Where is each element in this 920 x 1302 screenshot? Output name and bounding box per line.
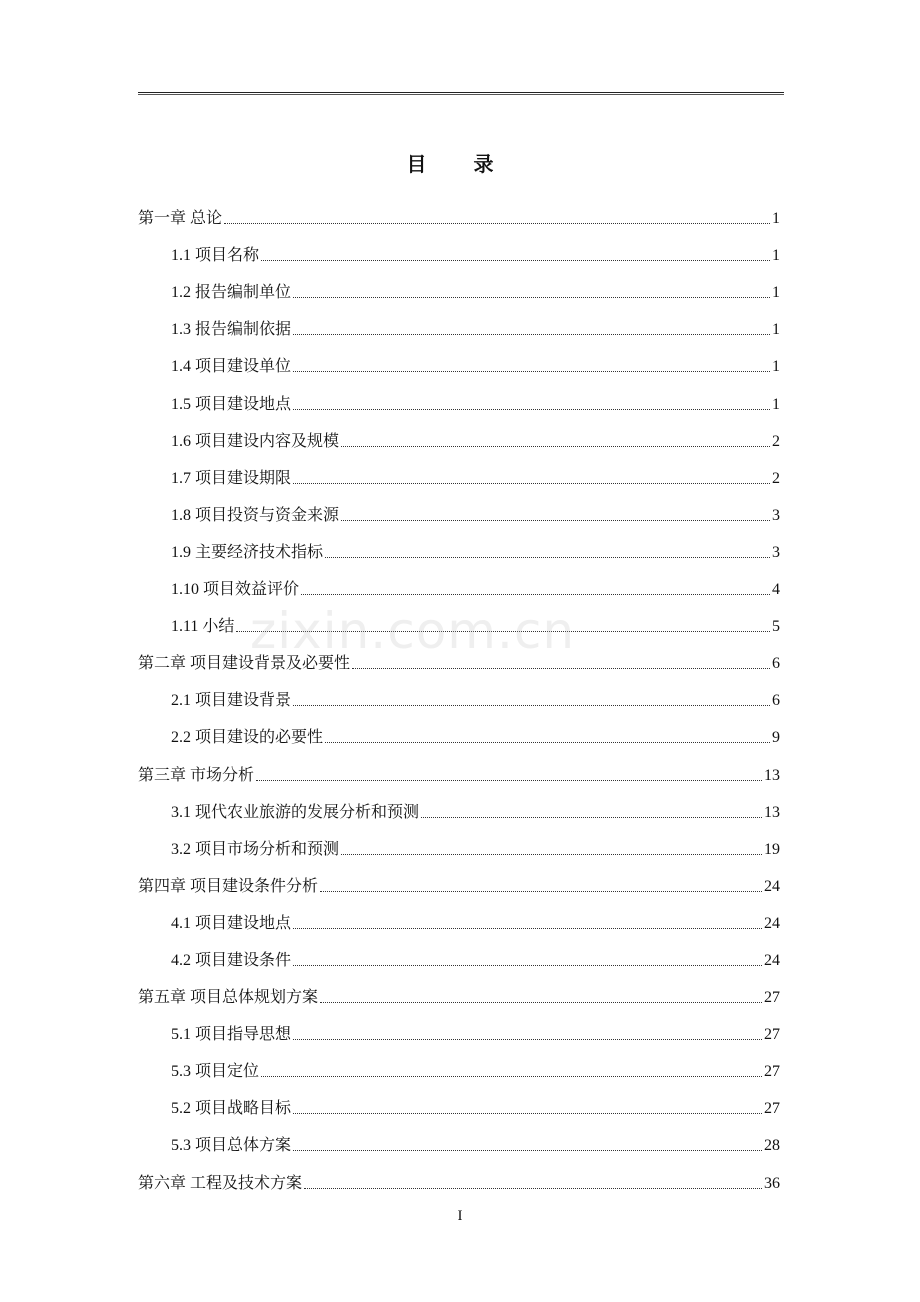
- toc-chapter-entry[interactable]: [138, 971, 780, 1008]
- toc-entry-label: 3.1 现代农业旅游的发展分析和预测: [171, 803, 420, 821]
- toc-entry-page-number: 4: [772, 581, 780, 599]
- toc-dot-leader: [236, 631, 770, 632]
- toc-entry-label: 1.5 项目建设地点: [171, 395, 292, 413]
- toc-dot-leader: [301, 594, 770, 595]
- toc-dot-leader: [341, 520, 770, 521]
- toc-dot-leader: [293, 1039, 762, 1040]
- toc-dot-leader: [320, 1002, 762, 1003]
- toc-entry-page-number: 6: [772, 655, 780, 673]
- toc-dot-leader: [352, 668, 770, 669]
- toc-dot-leader: [304, 1188, 762, 1189]
- toc-entry-label: 1.8 项目投资与资金来源: [171, 506, 340, 524]
- toc-section-entry[interactable]: [138, 1008, 780, 1045]
- toc-entry-page-number: 2: [772, 469, 780, 487]
- toc-section-entry[interactable]: [138, 1119, 780, 1156]
- toc-dot-leader: [341, 854, 762, 855]
- toc-entry-page-number: 24: [764, 877, 780, 895]
- toc-section-entry[interactable]: [138, 526, 780, 563]
- toc-dot-leader: [293, 297, 770, 298]
- toc-entry-label: 5.3 项目总体方案: [171, 1137, 292, 1155]
- toc-entry-page-number: 27: [764, 1100, 780, 1118]
- toc-entry-label: 5.1 项目指导思想: [171, 1026, 292, 1044]
- toc-entry-label: 4.2 项目建设条件: [171, 951, 292, 969]
- toc-section-entry[interactable]: [138, 489, 780, 526]
- toc-entry-label: 第六章 工程及技术方案: [138, 1174, 303, 1192]
- watermark: zixin.com.cn: [250, 602, 576, 660]
- toc-entry-label: 第四章 项目建设条件分析: [138, 877, 319, 895]
- toc-dot-leader: [261, 1076, 762, 1077]
- toc-entry-page-number: 27: [764, 1063, 780, 1081]
- toc-entry-label: 1.9 主要经济技术指标: [171, 543, 324, 561]
- toc-entry-label: 2.1 项目建设背景: [171, 692, 292, 710]
- toc-dot-leader: [293, 928, 762, 929]
- toc-entry-page-number: 5: [772, 618, 780, 636]
- toc-section-entry[interactable]: [138, 563, 780, 600]
- toc-dot-leader: [256, 780, 762, 781]
- toc-entry-page-number: 2: [772, 432, 780, 450]
- toc-entry-label: 1.3 报告编制依据: [171, 321, 292, 339]
- toc-dot-leader: [293, 371, 770, 372]
- toc-entry-page-number: 28: [764, 1137, 780, 1155]
- header-rule: [138, 92, 784, 95]
- toc-entry-page-number: 3: [772, 543, 780, 561]
- toc-title: 目 录: [406, 152, 514, 176]
- toc-section-entry[interactable]: [138, 377, 780, 414]
- toc-entry-page-number: 19: [764, 840, 780, 858]
- footer-page-number: I: [457, 1208, 463, 1224]
- toc-entry-page-number: 27: [764, 989, 780, 1007]
- toc-section-entry[interactable]: [138, 229, 780, 266]
- toc-entry-page-number: 1: [772, 247, 780, 265]
- toc-entry-label: 1.4 项目建设单位: [171, 358, 292, 376]
- toc-entry-label: 2.2 项目建设的必要性: [171, 729, 324, 747]
- toc-entry-label: 3.2 项目市场分析和预测: [171, 840, 340, 858]
- toc-entry-page-number: 1: [772, 358, 780, 376]
- toc-section-entry[interactable]: [138, 934, 780, 971]
- toc-entry-page-number: 1: [772, 210, 780, 228]
- toc-section-entry[interactable]: [138, 452, 780, 489]
- toc-section-entry[interactable]: [138, 674, 780, 711]
- toc-dot-leader: [421, 817, 762, 818]
- toc-entry-page-number: 1: [772, 321, 780, 339]
- toc-section-entry[interactable]: [138, 340, 780, 377]
- toc-entry-label: 1.10 项目效益评价: [171, 581, 300, 599]
- toc-chapter-entry[interactable]: [138, 192, 780, 229]
- toc-entry-page-number: 13: [764, 803, 780, 821]
- toc-entry-label: 1.6 项目建设内容及规模: [171, 432, 340, 450]
- table-of-contents: [138, 192, 780, 1194]
- toc-entry-label: 1.11 小结: [171, 618, 235, 636]
- toc-section-entry[interactable]: [138, 266, 780, 303]
- toc-section-entry[interactable]: [138, 415, 780, 452]
- toc-dot-leader: [293, 965, 762, 966]
- toc-entry-page-number: 3: [772, 506, 780, 524]
- toc-dot-leader: [293, 334, 770, 335]
- toc-section-entry[interactable]: [138, 303, 780, 340]
- toc-dot-leader: [325, 742, 770, 743]
- toc-section-entry[interactable]: [138, 711, 780, 748]
- toc-section-entry[interactable]: [138, 600, 780, 637]
- toc-dot-leader: [224, 223, 770, 224]
- toc-entry-label: 1.1 项目名称: [171, 247, 260, 265]
- toc-entry-page-number: 24: [764, 914, 780, 932]
- toc-dot-leader: [341, 446, 770, 447]
- toc-entry-page-number: 1: [772, 284, 780, 302]
- toc-dot-leader: [261, 260, 770, 261]
- toc-entry-page-number: 24: [764, 951, 780, 969]
- toc-dot-leader: [293, 483, 770, 484]
- toc-chapter-entry[interactable]: [138, 1156, 780, 1193]
- toc-entry-label: 5.2 项目战略目标: [171, 1100, 292, 1118]
- toc-section-entry[interactable]: [138, 786, 780, 823]
- toc-entry-page-number: 36: [764, 1174, 780, 1192]
- toc-entry-label: 第三章 市场分析: [138, 766, 255, 784]
- toc-entry-label: 1.2 报告编制单位: [171, 284, 292, 302]
- toc-chapter-entry[interactable]: [138, 748, 780, 785]
- toc-entry-page-number: 27: [764, 1026, 780, 1044]
- toc-entry-label: 1.7 项目建设期限: [171, 469, 292, 487]
- toc-dot-leader: [293, 1113, 762, 1114]
- toc-entry-page-number: 13: [764, 766, 780, 784]
- toc-section-entry[interactable]: [138, 897, 780, 934]
- toc-dot-leader: [320, 891, 762, 892]
- toc-entry-label: 5.3 项目定位: [171, 1063, 260, 1081]
- toc-section-entry[interactable]: [138, 823, 780, 860]
- toc-entry-page-number: 1: [772, 395, 780, 413]
- toc-dot-leader: [325, 557, 770, 558]
- toc-chapter-entry[interactable]: [138, 637, 780, 674]
- toc-section-entry[interactable]: [138, 1082, 780, 1119]
- toc-entry-label: 第一章 总论: [138, 210, 223, 228]
- toc-entry-label: 第二章 项目建设背景及必要性: [138, 655, 351, 673]
- toc-chapter-entry[interactable]: [138, 860, 780, 897]
- toc-entry-page-number: 9: [772, 729, 780, 747]
- toc-entry-page-number: 6: [772, 692, 780, 710]
- toc-dot-leader: [293, 705, 770, 706]
- toc-entry-label: 第五章 项目总体规划方案: [138, 989, 319, 1007]
- toc-section-entry[interactable]: [138, 1045, 780, 1082]
- toc-dot-leader: [293, 409, 770, 410]
- toc-dot-leader: [293, 1150, 762, 1151]
- toc-entry-label: 4.1 项目建设地点: [171, 914, 292, 932]
